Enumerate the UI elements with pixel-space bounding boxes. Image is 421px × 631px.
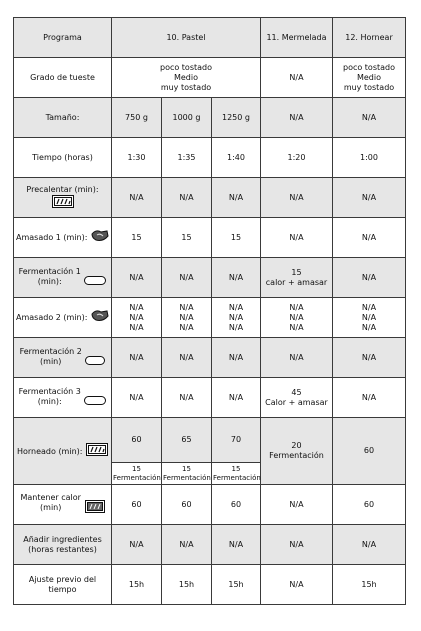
dough-loaf-icon — [84, 396, 106, 408]
mantener-750: 60 — [112, 485, 162, 525]
row-horneado — [14, 418, 406, 463]
ajuste-750: 15h — [112, 565, 162, 605]
tiempo-mermelada: 1:20 — [261, 138, 333, 178]
oven-heat-icon — [52, 195, 74, 211]
horneado-label: Horneado (min): — [16, 446, 83, 456]
horneado-sub-1000: 15 Fermentación — [162, 463, 212, 485]
anadir-1250: N/A — [212, 525, 261, 565]
row-tiempo — [14, 138, 406, 178]
fermentacion2-mermelada: N/A — [261, 338, 333, 378]
amasado1-1250: 15 — [212, 218, 261, 258]
anadir-label: Añadir ingredientes (horas restantes) — [14, 525, 112, 565]
amasado2-750: N/A N/A N/A — [112, 298, 162, 338]
precalentar-cell — [14, 178, 112, 218]
tamano-1250: 1250 g — [212, 98, 261, 138]
tiempo-750: 1:30 — [112, 138, 162, 178]
amasado2-cell — [14, 298, 112, 338]
dough-loaf-icon — [85, 356, 105, 368]
precalentar-hornear: N/A — [333, 178, 406, 218]
anadir-750: N/A — [112, 525, 162, 565]
mantener-label: Mantener calor (min) — [20, 493, 81, 513]
horneado-1250: 70 — [212, 418, 261, 463]
grado-mermelada: N/A — [261, 58, 333, 98]
fermentacion3-hornear: N/A — [333, 378, 406, 418]
anadir-hornear: N/A — [333, 525, 406, 565]
fermentacion2-cell — [14, 338, 112, 378]
mantener-cell — [14, 485, 112, 525]
horneado-hornear: 60 — [333, 418, 406, 485]
ajuste-1000: 15h — [162, 565, 212, 605]
row-grado — [14, 58, 406, 98]
horneado-cell — [14, 418, 112, 485]
mantener-1000: 60 — [162, 485, 212, 525]
tiempo-1000: 1:35 — [162, 138, 212, 178]
amasado1-label: Amasado 1 (min): — [16, 233, 88, 242]
anadir-1000: N/A — [162, 525, 212, 565]
dough-loaf-icon — [84, 276, 106, 288]
grado-label: Grado de tueste — [14, 58, 112, 98]
amasado2-hornear: N/A N/A N/A — [333, 298, 406, 338]
grado-hornear: poco tostado Medio muy tostado — [333, 58, 406, 98]
mantener-1250: 60 — [212, 485, 261, 525]
header-pastel: 10. Pastel — [112, 18, 261, 58]
amasado2-label: Amasado 2 (min): — [16, 313, 88, 322]
amasado2-1250: N/A N/A N/A — [212, 298, 261, 338]
row-tamano — [14, 98, 406, 138]
horneado-1000: 65 — [162, 418, 212, 463]
row-ajuste — [14, 565, 406, 605]
ajuste-hornear: 15h — [333, 565, 406, 605]
grado-pastel: poco tostado Medio muy tostado — [112, 58, 261, 98]
precalentar-1250: N/A — [212, 178, 261, 218]
row-precalentar — [14, 178, 406, 218]
fermentacion1-hornear: N/A — [333, 258, 406, 298]
header-programa: Programa — [14, 18, 112, 58]
kneading-icon — [91, 309, 109, 326]
amasado2-1000: N/A N/A N/A — [162, 298, 212, 338]
tamano-mermelada: N/A — [261, 98, 333, 138]
tiempo-1250: 1:40 — [212, 138, 261, 178]
fermentacion3-cell — [14, 378, 112, 418]
row-amasado1 — [14, 218, 406, 258]
mantener-hornear: 60 — [333, 485, 406, 525]
header-mermelada: 11. Mermelada — [261, 18, 333, 58]
tamano-750: 750 g — [112, 98, 162, 138]
horneado-sub-750: 15 Fermentación — [112, 463, 162, 485]
horneado-750: 60 — [112, 418, 162, 463]
mantener-mermelada: N/A — [261, 485, 333, 525]
fermentacion1-1000: N/A — [162, 258, 212, 298]
amasado1-mermelada: N/A — [261, 218, 333, 258]
anadir-mermelada: N/A — [261, 525, 333, 565]
horneado-mermelada: 20 Fermentación — [261, 418, 333, 485]
kneading-icon — [91, 229, 109, 246]
header-row — [14, 18, 406, 58]
keep-warm-icon — [85, 500, 105, 516]
precalentar-label: Precalentar (min): — [26, 184, 99, 194]
fermentacion2-1250: N/A — [212, 338, 261, 378]
fermentacion2-1000: N/A — [162, 338, 212, 378]
fermentacion3-1250: N/A — [212, 378, 261, 418]
fermentacion3-1000: N/A — [162, 378, 212, 418]
tamano-1000: 1000 g — [162, 98, 212, 138]
row-amasado2 — [14, 298, 406, 338]
row-fermentacion2 — [14, 338, 406, 378]
fermentacion1-label: Fermentación 1 (min): — [18, 267, 81, 287]
row-anadir — [14, 525, 406, 565]
program-table — [13, 17, 406, 605]
ajuste-mermelada: N/A — [261, 565, 333, 605]
tiempo-label: Tiempo (horas) — [14, 138, 112, 178]
amasado1-1000: 15 — [162, 218, 212, 258]
amasado1-hornear: N/A — [333, 218, 406, 258]
row-fermentacion1 — [14, 258, 406, 298]
row-fermentacion3 — [14, 378, 406, 418]
fermentacion1-cell — [14, 258, 112, 298]
header-hornear: 12. Hornear — [333, 18, 406, 58]
tiempo-hornear: 1:00 — [333, 138, 406, 178]
ajuste-label: Ajuste previo del tiempo — [14, 565, 112, 605]
tamano-label: Tamaño: — [14, 98, 112, 138]
row-mantener — [14, 485, 406, 525]
fermentacion1-1250: N/A — [212, 258, 261, 298]
fermentacion3-750: N/A — [112, 378, 162, 418]
oven-heat-icon — [86, 443, 108, 459]
amasado2-mermelada: N/A N/A N/A — [261, 298, 333, 338]
fermentacion2-label: Fermentación 2 (min) — [19, 347, 82, 367]
precalentar-1000: N/A — [162, 178, 212, 218]
fermentacion2-750: N/A — [112, 338, 162, 378]
fermentacion2-hornear: N/A — [333, 338, 406, 378]
precalentar-750: N/A — [112, 178, 162, 218]
amasado1-750: 15 — [112, 218, 162, 258]
fermentacion1-750: N/A — [112, 258, 162, 298]
precalentar-mermelada: N/A — [261, 178, 333, 218]
ajuste-1250: 15h — [212, 565, 261, 605]
horneado-sub-1250: 15 Fermentación — [212, 463, 261, 485]
tamano-hornear: N/A — [333, 98, 406, 138]
amasado1-cell — [14, 218, 112, 258]
fermentacion1-mermelada: 15 calor + amasar — [261, 258, 333, 298]
fermentacion3-mermelada: 45 Calor + amasar — [261, 378, 333, 418]
fermentacion3-label: Fermentación 3 (min): — [18, 387, 81, 407]
